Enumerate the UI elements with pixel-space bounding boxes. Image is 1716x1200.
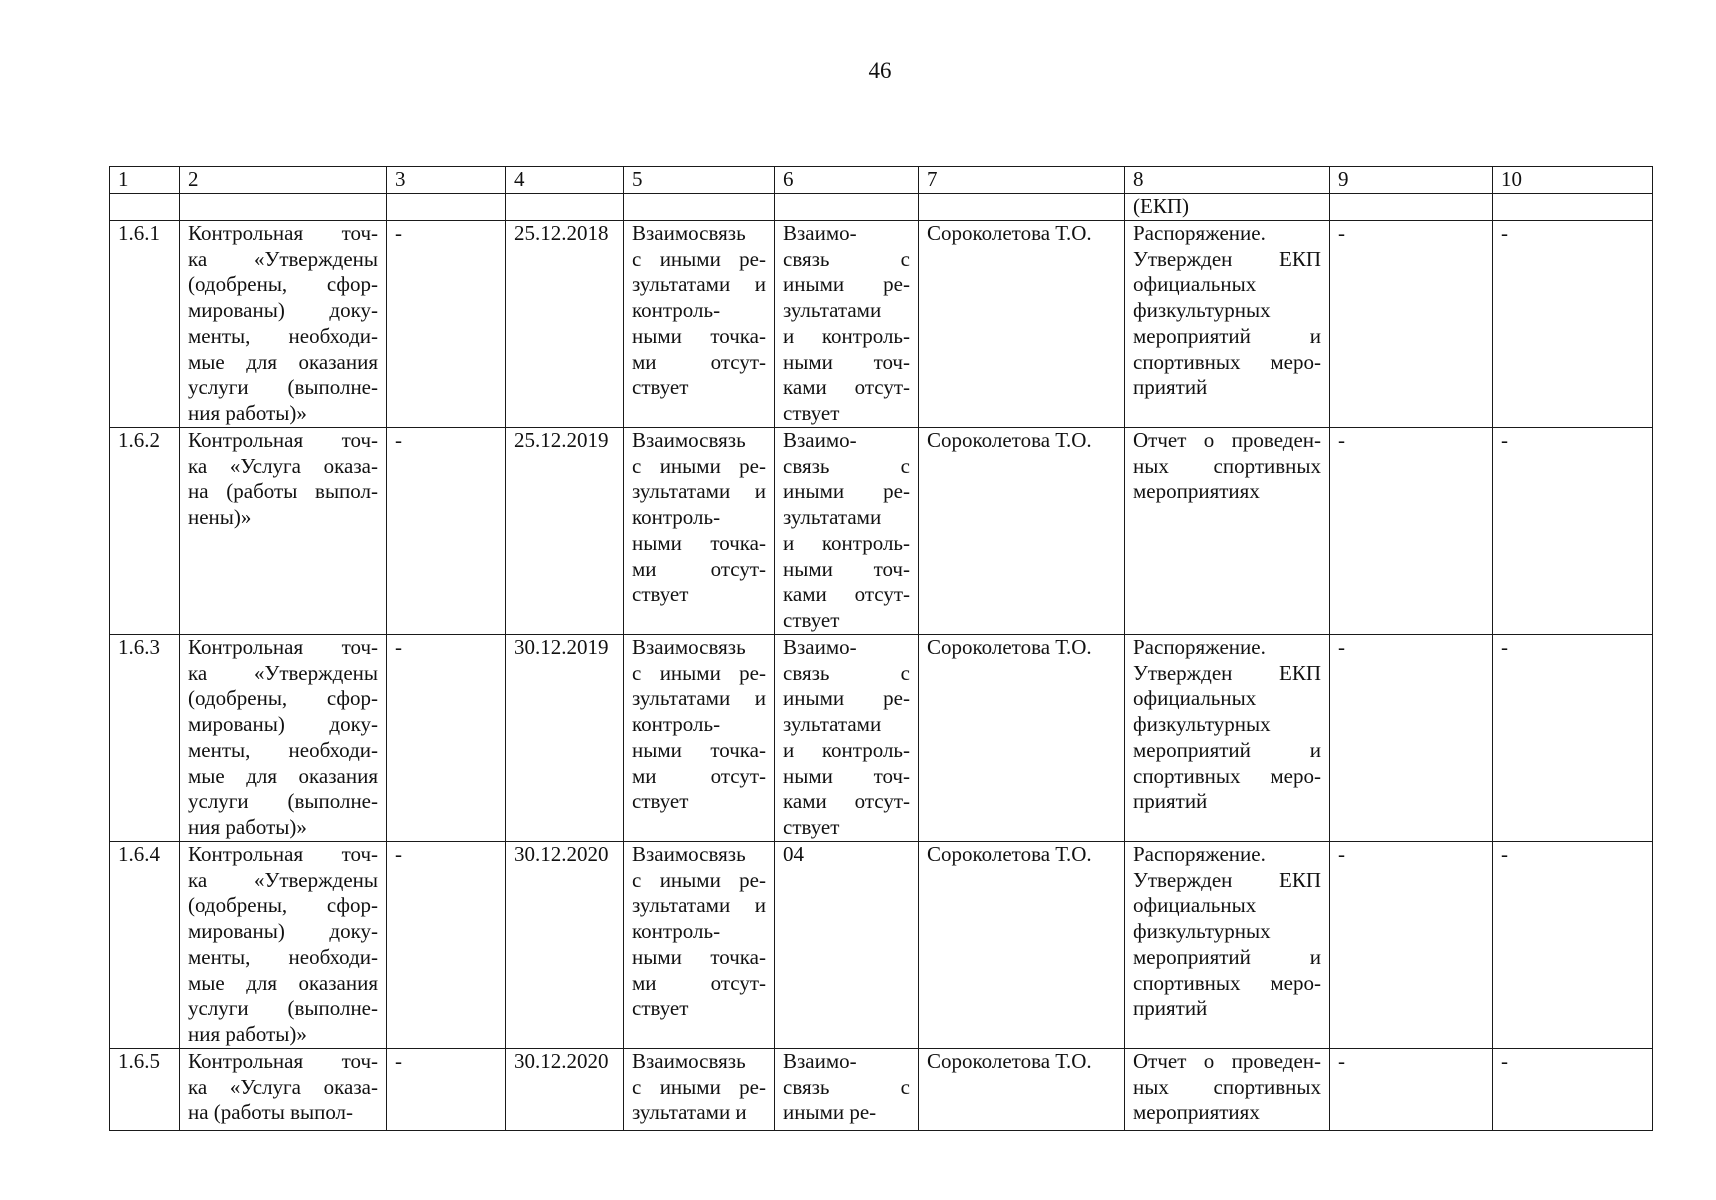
- cell-text-line: приятий: [1133, 789, 1208, 814]
- cell-text-line: ка «Утверждены: [188, 246, 378, 271]
- cell-text-line: ка «Утверждены: [188, 660, 378, 685]
- cell-text-line: связь с: [783, 660, 910, 685]
- cell-text-line: контроль-: [632, 298, 721, 323]
- table-cell-col9: -: [1330, 635, 1493, 842]
- cell-text-line: (одобрены, сфор-: [188, 272, 378, 297]
- cell-text-line: зультатами и: [632, 272, 766, 297]
- cell-text-line: спортивных меро-: [1133, 763, 1321, 788]
- cell-text-line: ствует: [783, 400, 840, 425]
- table-row: [110, 428, 1653, 635]
- table-cell-num: 1.6.5: [110, 1049, 180, 1131]
- table-cell-col5: [624, 635, 775, 842]
- cell-text-line: ных спортивных: [1133, 453, 1321, 478]
- cell-text-line: ка «Утверждены: [188, 867, 378, 892]
- table-cell-col5: [624, 221, 775, 428]
- cell-text-line: контроль-: [632, 505, 721, 530]
- table-cell-col3: -: [387, 1049, 506, 1131]
- cell-text-line: спортивных меро-: [1133, 970, 1321, 995]
- cell-text-line: зультатами и: [632, 1100, 747, 1125]
- cell-text-line: ми отсут-: [632, 349, 766, 374]
- cell-text-line: ния работы)»: [188, 1021, 307, 1046]
- cell-text-line: связь с: [783, 453, 910, 478]
- table-cell-col2: [180, 221, 387, 428]
- cell-text-line: мероприятий и: [1133, 323, 1321, 348]
- table-cell-num: 1.6.1: [110, 221, 180, 428]
- cell-text-line: мированы) доку-: [188, 712, 378, 737]
- cell-text-line: с иными ре-: [632, 660, 766, 685]
- cell-text-line: Утвержден ЕКП: [1133, 246, 1321, 271]
- cell-text-line: официальных: [1133, 686, 1257, 711]
- cell-text-line: Утвержден ЕКП: [1133, 660, 1321, 685]
- table-cell-col3: -: [387, 428, 506, 635]
- cell-text-line: мые для оказания: [188, 970, 378, 995]
- cell-text-line: иными ре-: [783, 686, 910, 711]
- table-cell-col5: [624, 428, 775, 635]
- cell-text-line: мероприятиях: [1133, 479, 1260, 504]
- cell-text-line: иными ре-: [783, 272, 910, 297]
- subheader-row: [110, 194, 1653, 221]
- table-cell-col3: -: [387, 635, 506, 842]
- cell-text-line: Распоряжение.: [1133, 221, 1266, 245]
- cell-text-line: с иными ре-: [632, 1074, 766, 1099]
- table-cell-col6: [775, 428, 919, 635]
- table-cell-num: 1.6.3: [110, 635, 180, 842]
- header-cell: 9: [1330, 167, 1493, 194]
- table-row: [110, 1049, 1653, 1131]
- table-cell-col4: 30.12.2020: [506, 1049, 624, 1131]
- cell-text-line: менты, необходи-: [188, 737, 378, 762]
- table-cell-col2: [180, 842, 387, 1049]
- table-cell-col4: 30.12.2020: [506, 842, 624, 1049]
- table-cell-col8: [1125, 221, 1330, 428]
- cell-text-line: Отчет о проведен-: [1133, 1049, 1321, 1073]
- cell-text-line: ками отсут-: [783, 582, 910, 607]
- header-cell: 1: [110, 167, 180, 194]
- cell-text-line: мероприятий и: [1133, 944, 1321, 969]
- table-cell-col4: 25.12.2018: [506, 221, 624, 428]
- table-cell-col9: -: [1330, 1049, 1493, 1131]
- cell-text-line: Контрольная точ-: [188, 635, 378, 659]
- header-cell: 6: [775, 167, 919, 194]
- table-cell-col8: [1125, 842, 1330, 1049]
- cell-text-line: Контрольная точ-: [188, 1049, 378, 1073]
- cell-text-line: Взаимо-: [783, 1049, 857, 1073]
- cell-text-line: ми отсут-: [632, 970, 766, 995]
- cell-text-line: Утвержден ЕКП: [1133, 867, 1321, 892]
- cell-text-line: зультатами и: [632, 686, 766, 711]
- cell-text-line: ствует: [632, 582, 689, 607]
- cell-text-line: менты, необходи-: [188, 323, 378, 348]
- table-row: [110, 635, 1653, 842]
- cell-text-line: зультатами: [783, 505, 882, 530]
- cell-text-line: Взаимо-: [783, 635, 857, 659]
- cell-text-line: иными ре-: [783, 1100, 877, 1125]
- cell-text-line: зультатами: [783, 298, 882, 323]
- cell-text-line: ствует: [783, 607, 840, 632]
- table-cell-col10: -: [1493, 1049, 1653, 1131]
- cell-text-line: ками отсут-: [783, 375, 910, 400]
- header-cell: 10: [1493, 167, 1653, 194]
- cell-text-line: официальных: [1133, 272, 1257, 297]
- table-cell-col7: Сороколетова Т.О.: [919, 221, 1125, 428]
- cell-text-line: ными точ-: [783, 349, 910, 374]
- header-cell: 5: [624, 167, 775, 194]
- cell-text-line: Взаимо-: [783, 221, 857, 245]
- header-cell: 3: [387, 167, 506, 194]
- cell-text-line: с иными ре-: [632, 246, 766, 271]
- table-cell-col7: Сороколетова Т.О.: [919, 428, 1125, 635]
- cell-text-line: ствует: [783, 814, 840, 839]
- cell-text-line: ными точка-: [632, 530, 766, 555]
- cell-text-line: ными точ-: [783, 763, 910, 788]
- cell-text-line: физкультурных: [1133, 298, 1271, 323]
- cell-text-line: ствует: [632, 789, 689, 814]
- table-row: [110, 842, 1653, 1049]
- cell-text-line: мые для оказания: [188, 763, 378, 788]
- cell-text-line: ными точка-: [632, 944, 766, 969]
- cell-text-line: с иными ре-: [632, 453, 766, 478]
- table-cell-num: 1.6.4: [110, 842, 180, 1049]
- cell-text-line: ми отсут-: [632, 556, 766, 581]
- cell-text-line: спортивных меро-: [1133, 349, 1321, 374]
- cell-text-line: мые для оказания: [188, 349, 378, 374]
- cell-text-line: менты, необходи-: [188, 944, 378, 969]
- cell-text-line: (одобрены, сфор-: [188, 893, 378, 918]
- table-cell-col9: -: [1330, 221, 1493, 428]
- table-cell-col10: -: [1493, 842, 1653, 1049]
- cell-text-line: зультатами: [783, 712, 882, 737]
- cell-text-line: мированы) доку-: [188, 298, 378, 323]
- table-cell-col10: -: [1493, 428, 1653, 635]
- table-cell-col7: Сороколетова Т.О.: [919, 842, 1125, 1049]
- cell-text-line: физкультурных: [1133, 919, 1271, 944]
- table-cell-col6: [775, 1049, 919, 1131]
- cell-text-line: и контроль-: [783, 737, 910, 762]
- header-cell: 8: [1125, 167, 1330, 194]
- table-cell-col8: [1125, 635, 1330, 842]
- cell-text-line: на (работы выпол-: [188, 479, 378, 504]
- header-cell: 7: [919, 167, 1125, 194]
- cell-text-line: приятий: [1133, 996, 1208, 1021]
- header-cell: 4: [506, 167, 624, 194]
- cell-text-line: Распоряжение.: [1133, 842, 1266, 866]
- table-cell-col6: [775, 635, 919, 842]
- table-cell-col5: [624, 1049, 775, 1131]
- cell-text-line: ных спортивных: [1133, 1074, 1321, 1099]
- cell-text-line: ками отсут-: [783, 789, 910, 814]
- cell-text-line: иными ре-: [783, 479, 910, 504]
- cell-text-line: с иными ре-: [632, 867, 766, 892]
- subheader-cell: (ЕКП): [1125, 194, 1330, 221]
- cell-text-line: Распоряжение.: [1133, 635, 1266, 659]
- cell-text-line: мированы) доку-: [188, 919, 378, 944]
- cell-text-line: ния работы)»: [188, 400, 307, 425]
- table-cell-col3: -: [387, 842, 506, 1049]
- table-cell-num: 1.6.2: [110, 428, 180, 635]
- table-cell-col6: [775, 221, 919, 428]
- cell-text-line: Взаимосвязь: [632, 635, 746, 659]
- cell-text-line: зультатами и: [632, 893, 766, 918]
- cell-text-line: ка «Услуга оказа-: [188, 1074, 378, 1099]
- table-cell-col9: -: [1330, 428, 1493, 635]
- cell-text-line: услуги (выполне-: [188, 375, 378, 400]
- cell-text-line: ми отсут-: [632, 763, 766, 788]
- table-cell-col4: 30.12.2019: [506, 635, 624, 842]
- cell-text-line: и контроль-: [783, 323, 910, 348]
- table-cell-col9: -: [1330, 842, 1493, 1049]
- cell-text-line: 04: [783, 842, 804, 866]
- cell-text-line: Взаимосвязь: [632, 842, 746, 866]
- cell-text-line: нены)»: [188, 505, 252, 530]
- table-cell-col2: [180, 428, 387, 635]
- cell-text-line: Взаимосвязь: [632, 428, 746, 452]
- cell-text-line: ствует: [632, 996, 689, 1021]
- table-cell-col10: -: [1493, 221, 1653, 428]
- cell-text-line: мероприятий и: [1133, 737, 1321, 762]
- cell-text-line: Отчет о проведен-: [1133, 428, 1321, 452]
- table-cell-col3: -: [387, 221, 506, 428]
- header-row: [110, 167, 1653, 194]
- cell-text-line: ными точка-: [632, 737, 766, 762]
- cell-text-line: контроль-: [632, 712, 721, 737]
- table-cell-col7: Сороколетова Т.О.: [919, 1049, 1125, 1131]
- table-cell-col8: [1125, 1049, 1330, 1131]
- cell-text-line: Контрольная точ-: [188, 842, 378, 866]
- cell-text-line: связь с: [783, 1074, 910, 1099]
- cell-text-line: на (работы выпол-: [188, 1100, 354, 1125]
- table-cell-col6: [775, 842, 919, 1049]
- cell-text-line: Взаимосвязь: [632, 1049, 746, 1073]
- cell-text-line: ными точ-: [783, 556, 910, 581]
- cell-text-line: услуги (выполне-: [188, 996, 378, 1021]
- cell-text-line: контроль-: [632, 919, 721, 944]
- cell-text-line: официальных: [1133, 893, 1257, 918]
- cell-text-line: Взаимо-: [783, 428, 857, 452]
- cell-text-line: ствует: [632, 375, 689, 400]
- table-cell-col5: [624, 842, 775, 1049]
- table-cell-col10: -: [1493, 635, 1653, 842]
- cell-text-line: ния работы)»: [188, 814, 307, 839]
- page-number: 46: [868, 58, 892, 83]
- header-cell: 2: [180, 167, 387, 194]
- cell-text-line: Контрольная точ-: [188, 221, 378, 245]
- table-cell-col2: [180, 635, 387, 842]
- cell-text-line: ными точка-: [632, 323, 766, 348]
- cell-text-line: услуги (выполне-: [188, 789, 378, 814]
- cell-text-line: мероприятиях: [1133, 1100, 1260, 1125]
- table-cell-col7: Сороколетова Т.О.: [919, 635, 1125, 842]
- cell-text-line: и контроль-: [783, 530, 910, 555]
- table-row: [110, 221, 1653, 428]
- cell-text-line: ка «Услуга оказа-: [188, 453, 378, 478]
- cell-text-line: Взаимосвязь: [632, 221, 746, 245]
- cell-text-line: (одобрены, сфор-: [188, 686, 378, 711]
- table-cell-col8: [1125, 428, 1330, 635]
- plan-table: [109, 166, 1653, 1131]
- cell-text-line: связь с: [783, 246, 910, 271]
- cell-text-line: приятий: [1133, 375, 1208, 400]
- cell-text-line: Контрольная точ-: [188, 428, 378, 452]
- table-cell-col4: 25.12.2019: [506, 428, 624, 635]
- table-cell-col2: [180, 1049, 387, 1131]
- cell-text-line: физкультурных: [1133, 712, 1271, 737]
- cell-text-line: зультатами и: [632, 479, 766, 504]
